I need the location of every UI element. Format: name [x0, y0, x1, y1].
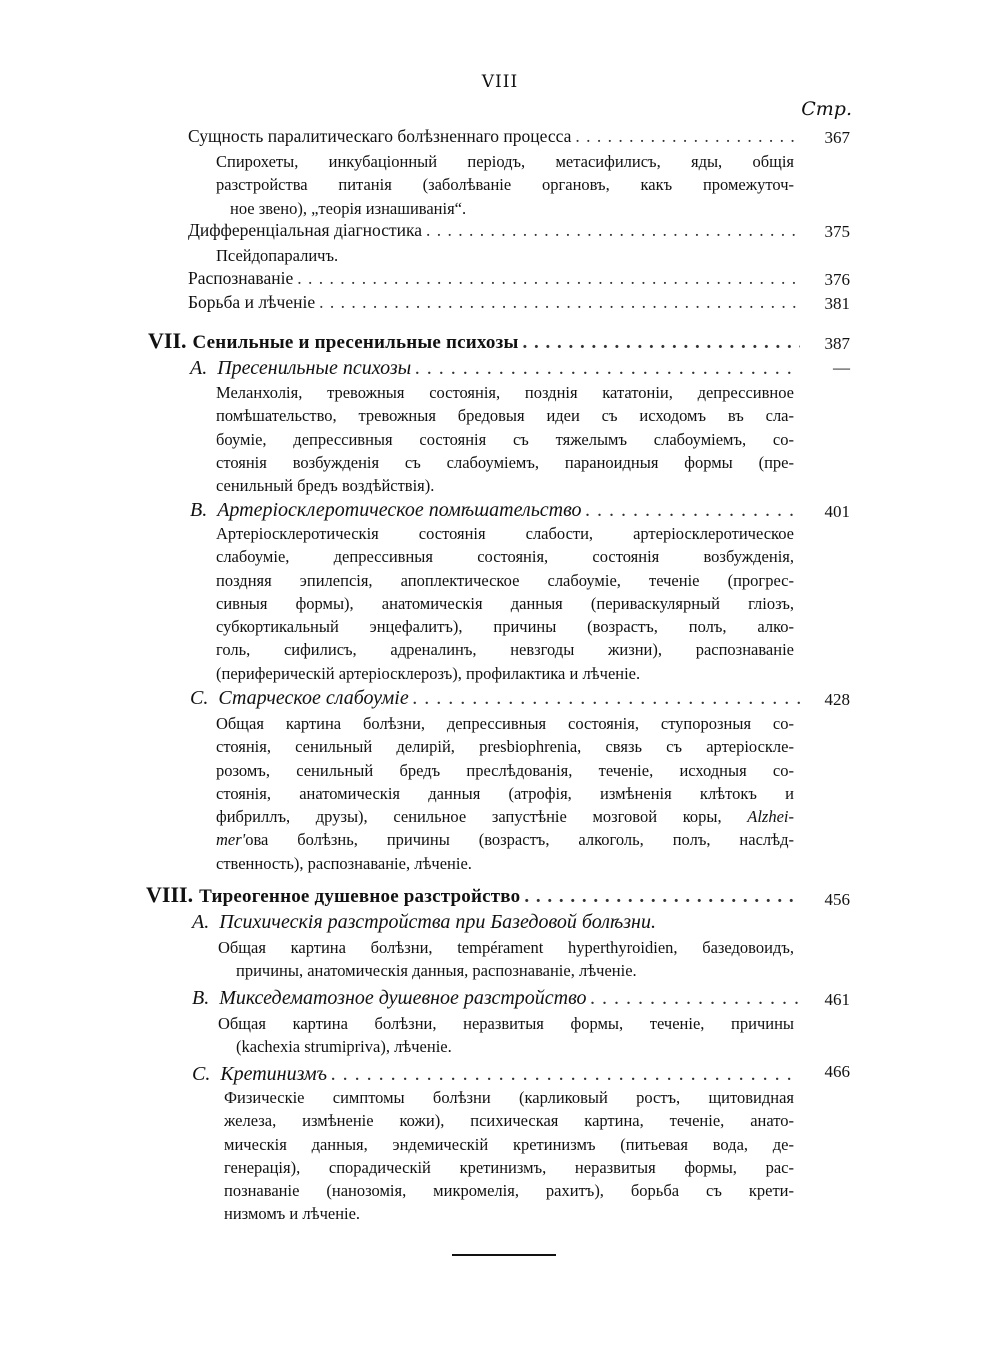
section-title: Артеріосклеротическое помѣшательство: [217, 499, 582, 521]
desc-line: (kachexia strumipriva), лѣченіе.: [236, 1037, 452, 1057]
toc-section[interactable]: [190, 688, 800, 708]
leader-dots: [520, 887, 800, 906]
toc-entry-title: Борьба и лѣченіе: [188, 292, 316, 312]
desc-fragment: ова болѣзнь, причины (возрастъ, алкоголь, полъ, наслѣд-: [245, 830, 794, 850]
desc-line: [216, 828, 794, 851]
desc-line: голь, сифилисъ, адреналинъ, невзгоды жизни), распознаваніе: [216, 640, 794, 660]
toc-section[interactable]: [192, 988, 800, 1008]
desc-line: боуміе, депрессивныя состоянія съ тяжелымъ слабоуміемъ, со-: [216, 429, 794, 449]
section-title: Психическія разстройства при Базедовой болѣзни.: [219, 911, 656, 933]
section-description: [218, 936, 794, 983]
chapter-title: Тиреогенное душевное разстройство: [199, 886, 521, 907]
desc-line: сенильный бредъ воздѣйствія).: [216, 476, 435, 496]
leader-dots: [571, 128, 800, 146]
toc-entry-description: [216, 244, 794, 267]
chapter-number: VIII.: [146, 882, 194, 907]
section-letter: A.: [190, 357, 208, 379]
toc-entry-description: [216, 150, 794, 220]
section-description: [216, 522, 794, 685]
section-title: Пресенильные психозы: [217, 357, 412, 379]
desc-line: генерація), спорадическій кретинизмъ, неразвитыя формы, рас-: [224, 1157, 794, 1177]
toc-page-number: 376: [824, 270, 850, 289]
section-letter: C.: [192, 1063, 211, 1085]
section-description: [218, 1012, 794, 1059]
desc-line: поздняя эпилепсія, апоплектическое слабоуміе, теченіе (прогрес-: [216, 570, 794, 590]
toc-section[interactable]: [192, 1064, 800, 1084]
toc-section[interactable]: [190, 358, 800, 378]
leader-dots: [518, 333, 800, 352]
leader-dots: [582, 500, 800, 520]
section-description: [216, 381, 794, 497]
toc-entry-title: Сущность паралитическаго болѣзненнаго процесса: [188, 126, 572, 146]
desc-line: причины, анатомическія данныя, распознаваніе, лѣченіе.: [236, 961, 637, 981]
chapter-number: VII.: [148, 328, 187, 353]
section-title: Старческое слабоуміе: [218, 687, 409, 709]
leader-dots: [293, 270, 800, 288]
section-page-number: —: [833, 358, 850, 377]
desc-line: сивныя формы), анатомическія данныя (периваскулярный гліозъ,: [216, 593, 794, 613]
desc-line: [216, 805, 794, 828]
leader-dots: [327, 1064, 800, 1084]
desc-line: Артеріосклеротическія состоянія слабости, артеріосклеротическое: [216, 524, 794, 543]
desc-line: помѣшательство, тревожныя бредовыя идеи съ исходомъ въ сла-: [216, 406, 794, 426]
desc-fragment: фибриллъ, друзы), сенильное запустѣніе мозговой коры,: [216, 807, 722, 827]
desc-line: мическія данныя, эндемическій кретинизмъ (питьевая вода, де-: [224, 1134, 794, 1154]
leader-dots: [587, 988, 800, 1008]
toc-page-number: 381: [824, 294, 850, 313]
desc-line: Спирохеты, инкубаціонный періодъ, метасифилисъ, яды, общія: [216, 152, 794, 171]
desc-line: Общая картина болѣзни, депрессивныя состоянія, ступорозныя со-: [216, 714, 794, 733]
desc-line: субкортикальный энцефалитъ), причины (возрастъ, полъ, алко-: [216, 617, 794, 637]
toc-entry[interactable]: [188, 128, 800, 146]
desc-line: стоянія, сенильный делирій, presbiophrenia, связь съ артеріоскле-: [216, 737, 794, 757]
section-page-number: 401: [824, 502, 850, 521]
desc-line: железа, измѣненіе кожи), психическая картина, теченіе, анато-: [224, 1111, 794, 1131]
chapter-page-number: 387: [824, 334, 850, 353]
desc-line: розомъ, сенильный бредъ преслѣдованія, теченіе, исходныя со-: [216, 760, 794, 780]
section-letter: C.: [190, 687, 209, 709]
desc-line: Физическіе симптомы болѣзни (карликовый ростъ, щитовидная: [224, 1088, 794, 1107]
leader-dots: [422, 222, 800, 240]
section-letter: B.: [190, 499, 208, 521]
page-column-header: Стр.: [801, 98, 852, 120]
toc-entry[interactable]: [188, 294, 800, 312]
toc-section[interactable]: [190, 500, 800, 520]
leader-dots: [409, 688, 800, 708]
section-letter: A.: [192, 911, 210, 933]
section-description: [224, 1086, 794, 1226]
desc-line: низмомъ и лѣченіе.: [224, 1204, 361, 1224]
section-page-number: 461: [824, 990, 850, 1009]
desc-line: Псейдопараличъ.: [216, 246, 339, 265]
page-number: VIII: [481, 72, 519, 92]
author-name: mer': [216, 830, 246, 850]
toc-section[interactable]: [192, 912, 812, 932]
toc-entry-title: Дифференціальная діагностика: [188, 220, 422, 240]
section-description: [216, 712, 794, 875]
desc-line: разстройства питанія (заболѣваніе органовъ, какъ промежуточ-: [216, 175, 794, 195]
desc-line: ственность), распознаваніе, лѣченіе.: [216, 853, 472, 873]
chapter-heading[interactable]: [148, 330, 800, 352]
desc-line: стоянія, анатомическія данныя (атрофія, измѣненія клѣтокъ и: [216, 783, 794, 803]
chapter-page-number: 456: [824, 890, 850, 909]
section-page-number: 466: [824, 1062, 850, 1081]
desc-line: (периферическій артеріосклерозъ), профилактика и лѣченіе.: [216, 663, 641, 683]
desc-line: Меланхолія, тревожныя состоянія, позднія кататоніи, депрессивное: [216, 383, 794, 402]
toc-entry[interactable]: [188, 222, 800, 240]
toc-entry-title: Распознаваніе: [188, 268, 294, 288]
desc-line: слабоуміе, депрессивныя состоянія, состоянія возбужденія,: [216, 547, 794, 567]
desc-line: Общая картина болѣзни, tempérament hyperthyroidien, базедовоидъ,: [218, 938, 794, 957]
desc-line: стоянія возбужденія съ слабоуміемъ, параноидныя формы (пре-: [216, 452, 794, 472]
desc-line: Общая картина болѣзни, неразвитыя формы, теченіе, причины: [218, 1014, 794, 1033]
desc-line: познаваніе (нанозомія, микромелія, рахитъ), борьба съ крети-: [224, 1181, 794, 1201]
author-name: Alzhei-: [747, 807, 795, 827]
section-title: Кретинизмъ: [220, 1063, 328, 1085]
section-letter: B.: [192, 987, 210, 1009]
section-page-number: 428: [824, 690, 850, 709]
toc-entry[interactable]: [188, 270, 800, 288]
desc-line: ное звено), „теорія изнашиванія“.: [230, 198, 467, 218]
leader-dots: [315, 294, 800, 312]
chapter-title: Сенильные и пресенильные психозы: [192, 332, 519, 353]
toc-page-number: 367: [824, 128, 850, 147]
toc-page-number: 375: [824, 222, 850, 241]
leader-dots: [411, 358, 800, 378]
section-title: Микседематозное душевное разстройство: [219, 987, 587, 1009]
closing-rule: [452, 1254, 556, 1256]
chapter-heading[interactable]: [146, 884, 800, 906]
